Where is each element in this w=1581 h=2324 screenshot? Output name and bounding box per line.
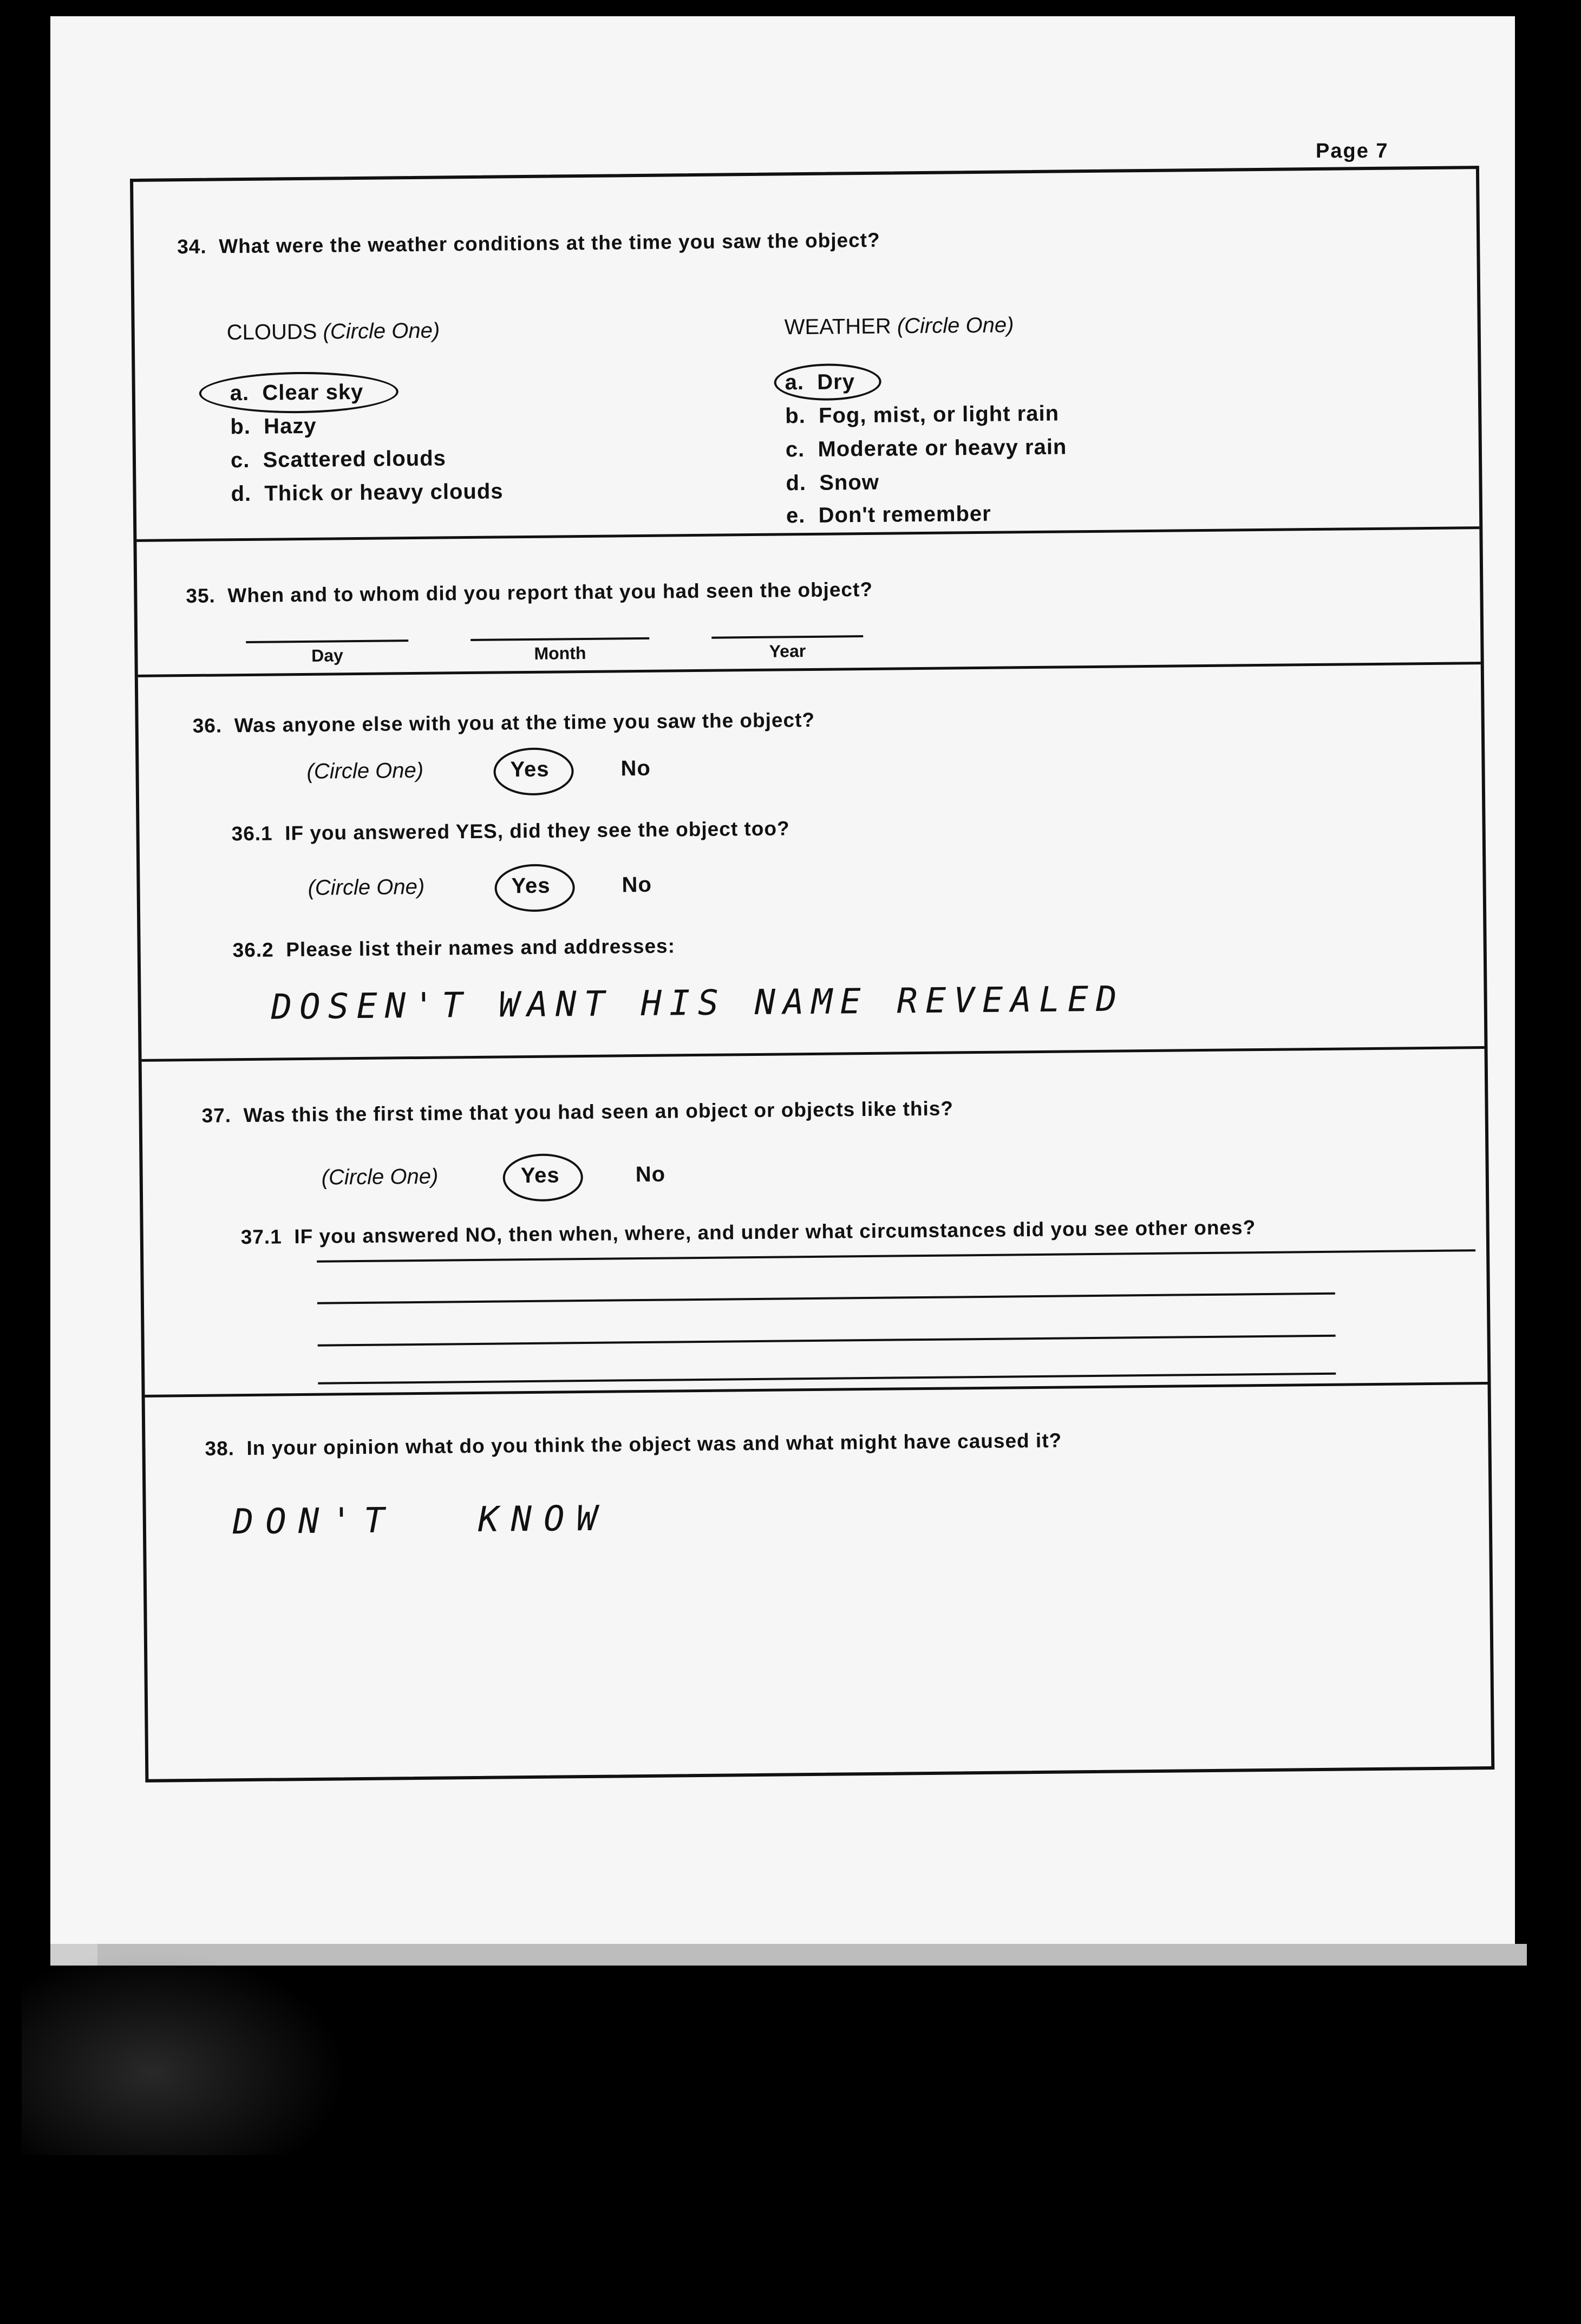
q36-text: Was anyone else with you at the time you saw the object?: [234, 708, 815, 737]
q38-number: 38.: [205, 1437, 235, 1460]
q37-1-text: IF you answered NO, then when, where, and under what circumstances did you see other ones?: [294, 1216, 1256, 1248]
q37-number: 37.: [201, 1104, 232, 1127]
weather-option-d[interactable]: [786, 471, 879, 496]
weather-option-b[interactable]: [785, 402, 1059, 429]
clouds-selected-circle: [199, 371, 398, 414]
q36-no-option[interactable]: No: [620, 756, 651, 781]
q37-1-answer-line-3[interactable]: [318, 1335, 1336, 1347]
option-text: Thick or heavy clouds: [264, 479, 504, 506]
q36-2-text: Please list their names and addresses:: [286, 935, 676, 961]
q37-yes-option[interactable]: Yes: [520, 1163, 560, 1188]
q34-text: What were the weather conditions at the time you saw the object?: [219, 229, 880, 258]
weather-heading: [784, 313, 1014, 340]
clouds-option-c[interactable]: [231, 446, 446, 473]
month-line[interactable]: [471, 637, 649, 641]
option-letter: c.: [785, 438, 805, 462]
clouds-heading-text: CLOUDS: [226, 319, 317, 345]
q36-1-instruction: (Circle One): [308, 874, 425, 900]
option-letter: b.: [230, 414, 251, 439]
film-smudge: [22, 1949, 347, 2155]
option-letter: d.: [786, 471, 807, 495]
q37-1-answer-line-4[interactable]: [318, 1373, 1336, 1385]
q37-1-answer-line-2[interactable]: [317, 1292, 1335, 1304]
option-text: Scattered clouds: [263, 446, 447, 472]
q37-question: [201, 1097, 953, 1127]
q36-2-question: [232, 935, 675, 962]
q37-no-option[interactable]: No: [635, 1162, 666, 1187]
q36-1-yes-option[interactable]: Yes: [511, 873, 551, 898]
clouds-instruction: (Circle One): [323, 318, 440, 344]
q36-2-handwritten-answer: DOSEN'T WANT HIS NAME REVEALED: [271, 979, 1125, 1028]
q37-1-answer-line-1[interactable]: [317, 1249, 1475, 1263]
q36-1-yes-circle: [494, 864, 575, 912]
weather-option-c[interactable]: [786, 435, 1067, 462]
q36-number: 36.: [192, 714, 223, 737]
weather-instruction: (Circle One): [897, 313, 1014, 338]
option-letter: e.: [786, 504, 806, 528]
q38-question: [205, 1429, 1062, 1460]
year-caption: Year: [769, 641, 806, 661]
option-text: Dry: [817, 370, 855, 394]
option-letter: d.: [231, 481, 252, 506]
section-38: [145, 1382, 1492, 1776]
option-text: Don't remember: [818, 501, 991, 527]
q36-1-question: [231, 817, 789, 845]
option-letter: b.: [785, 404, 806, 428]
weather-selected-circle: [774, 363, 881, 401]
day-caption: Day: [311, 645, 343, 665]
weather-option-e[interactable]: [786, 502, 991, 528]
option-text: Moderate or heavy rain: [818, 435, 1067, 461]
section-36: [138, 662, 1485, 1062]
weather-heading-text: WEATHER: [784, 314, 891, 340]
year-line[interactable]: [711, 635, 863, 639]
q38-text: In your opinion what do you think the object was and what might have caused it?: [246, 1429, 1062, 1460]
q36-instruction: (Circle One): [306, 758, 424, 784]
q36-yes-option[interactable]: Yes: [510, 757, 550, 782]
clouds-heading: [227, 319, 440, 345]
q36-1-number: 36.1: [231, 822, 273, 845]
q34-question: [177, 229, 880, 258]
q36-1-text: IF you answered YES, did they see the object too?: [284, 817, 790, 845]
q36-question: [193, 709, 815, 737]
option-letter: a.: [230, 381, 250, 406]
section-35: [136, 526, 1480, 677]
q35-number: 35.: [186, 584, 216, 608]
questionnaire-form: [130, 166, 1494, 1783]
q37-yes-circle: [502, 1153, 583, 1202]
option-text: Snow: [819, 470, 880, 495]
clouds-option-d[interactable]: [231, 479, 503, 506]
q38-handwritten-answer: DON'T KNOW: [232, 1498, 610, 1543]
option-text: Fog, mist, or light rain: [818, 401, 1060, 428]
month-caption: Month: [534, 643, 586, 663]
option-letter: c.: [230, 448, 250, 473]
page-number: Page 7: [1316, 140, 1389, 162]
day-line[interactable]: [246, 639, 408, 643]
q35-text: When and to whom did you report that you had seen the object?: [227, 578, 873, 607]
section-34: [133, 169, 1479, 542]
option-text: Clear sky: [262, 380, 364, 405]
q34-number: 34.: [177, 235, 207, 258]
q37-1-question: [241, 1216, 1256, 1249]
q37-1-number: 37.1: [240, 1225, 282, 1249]
q36-2-number: 36.2: [232, 938, 274, 962]
clouds-option-b[interactable]: [230, 414, 317, 440]
section-37: [142, 1046, 1488, 1398]
q35-question: [186, 578, 873, 608]
q36-1-no-option[interactable]: No: [622, 872, 652, 897]
q37-text: Was this the first time that you had seen an object or objects like this?: [243, 1097, 954, 1127]
option-letter: a.: [785, 370, 805, 395]
q36-yes-circle: [493, 747, 574, 795]
q37-instruction: (Circle One): [321, 1164, 439, 1190]
option-text: Hazy: [263, 414, 317, 439]
